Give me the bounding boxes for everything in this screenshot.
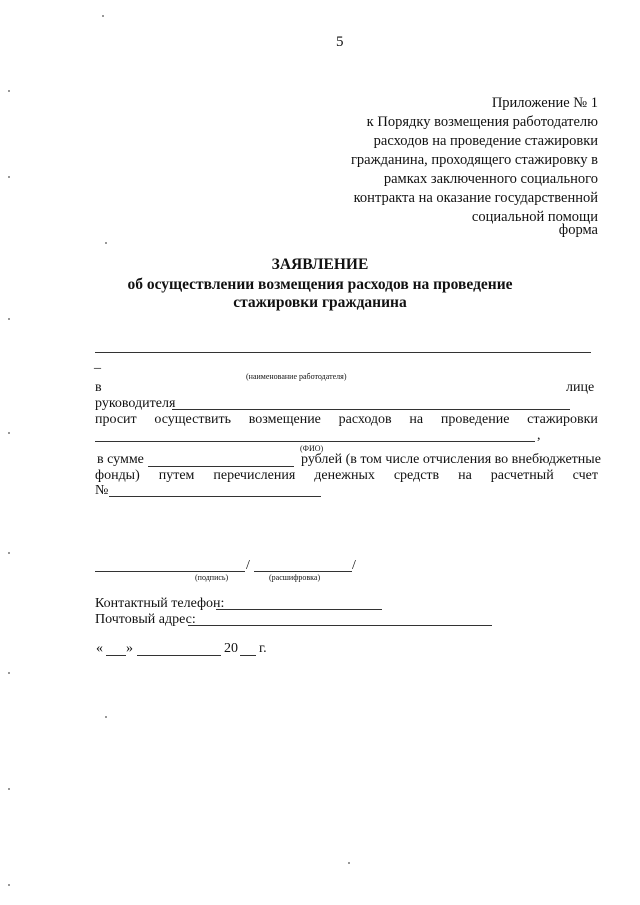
appendix-line: к Порядку возмещения работодателю bbox=[366, 114, 598, 130]
phone-label: Контактный телефон: bbox=[95, 596, 225, 611]
scan-speck bbox=[348, 862, 350, 864]
appendix-line: Приложение № 1 bbox=[491, 95, 598, 111]
year-prefix: 20 bbox=[224, 641, 238, 656]
scan-speck bbox=[8, 90, 10, 92]
day-field[interactable] bbox=[106, 655, 126, 656]
in-word: в bbox=[95, 380, 102, 395]
document-title: ЗАЯВЛЕНИЕ bbox=[271, 256, 369, 273]
appendix-line: расходов на проведение стажировки bbox=[373, 133, 598, 149]
request-word: на bbox=[409, 412, 424, 427]
phone-field[interactable] bbox=[216, 609, 382, 610]
request-line bbox=[95, 412, 598, 428]
request-word: проведение bbox=[440, 412, 510, 427]
dash-mark: _ bbox=[94, 356, 101, 371]
scan-speck bbox=[8, 176, 10, 178]
date-quote-open: « bbox=[96, 641, 103, 656]
appendix-block bbox=[298, 94, 598, 227]
document-subtitle-line-1: об осуществлении возмещения расходов на проведение bbox=[127, 276, 513, 293]
person-word: лице bbox=[566, 380, 595, 395]
address-field[interactable] bbox=[188, 625, 492, 626]
fio-caption: (ФИО) bbox=[300, 444, 324, 453]
address-label: Почтовый адрес: bbox=[95, 612, 196, 627]
employer-caption: (наименование работодателя) bbox=[246, 372, 347, 381]
request-word: осуществить bbox=[154, 412, 232, 427]
scan-speck bbox=[105, 242, 107, 244]
fio-field[interactable] bbox=[95, 441, 535, 442]
funds-line bbox=[95, 468, 598, 484]
signature-caption: (подпись) bbox=[195, 573, 229, 582]
funds-word: на bbox=[458, 468, 472, 483]
year-field[interactable] bbox=[240, 655, 256, 656]
slash-mark: / bbox=[352, 558, 356, 573]
funds-word: путем bbox=[158, 468, 195, 483]
scan-speck bbox=[8, 884, 10, 886]
decoding-field[interactable] bbox=[254, 571, 352, 572]
head-name-field[interactable] bbox=[172, 409, 570, 410]
comma-mark: , bbox=[537, 428, 541, 443]
sum-field[interactable] bbox=[148, 466, 294, 467]
funds-word: счет bbox=[572, 468, 598, 483]
account-field[interactable] bbox=[109, 496, 321, 497]
form-mark: форма bbox=[558, 222, 598, 238]
request-word: просит bbox=[95, 412, 137, 427]
request-word: возмещение bbox=[248, 412, 321, 427]
funds-word: перечисления bbox=[213, 468, 296, 483]
scan-speck bbox=[8, 552, 10, 554]
sum-rest-text: рублей (в том числе отчисления во внебюджетные bbox=[301, 452, 601, 467]
scan-speck bbox=[8, 788, 10, 790]
appendix-line: социальной помощи bbox=[471, 209, 598, 225]
sum-label: в сумме bbox=[97, 452, 144, 467]
funds-word: средств bbox=[393, 468, 440, 483]
employer-name-field[interactable] bbox=[95, 352, 591, 353]
funds-word: расчетный bbox=[490, 468, 554, 483]
page-number: 5 bbox=[336, 34, 344, 50]
date-quote-close: » bbox=[126, 641, 133, 656]
funds-word: фонды) bbox=[95, 468, 140, 483]
scan-speck bbox=[8, 318, 10, 320]
slash-mark: / bbox=[246, 558, 250, 573]
request-word: расходов bbox=[338, 412, 392, 427]
funds-word: денежных bbox=[314, 468, 375, 483]
appendix-line: контракта на оказание государственной bbox=[353, 190, 598, 206]
scan-speck bbox=[102, 15, 104, 17]
document-subtitle-line-2: стажировки гражданина bbox=[233, 294, 407, 311]
appendix-line: гражданина, проходящего стажировку в bbox=[350, 152, 598, 168]
signature-field[interactable] bbox=[95, 571, 245, 572]
appendix-line: рамках заключенного социального bbox=[383, 171, 598, 187]
decoding-caption: (расшифровка) bbox=[269, 573, 321, 582]
scan-speck bbox=[8, 672, 10, 674]
year-suffix: г. bbox=[259, 641, 267, 656]
scan-speck bbox=[105, 716, 107, 718]
month-field[interactable] bbox=[137, 655, 221, 656]
account-label: № bbox=[95, 483, 109, 498]
request-word: стажировки bbox=[527, 412, 598, 427]
head-label: руководителя bbox=[95, 396, 176, 411]
scan-speck bbox=[8, 432, 10, 434]
